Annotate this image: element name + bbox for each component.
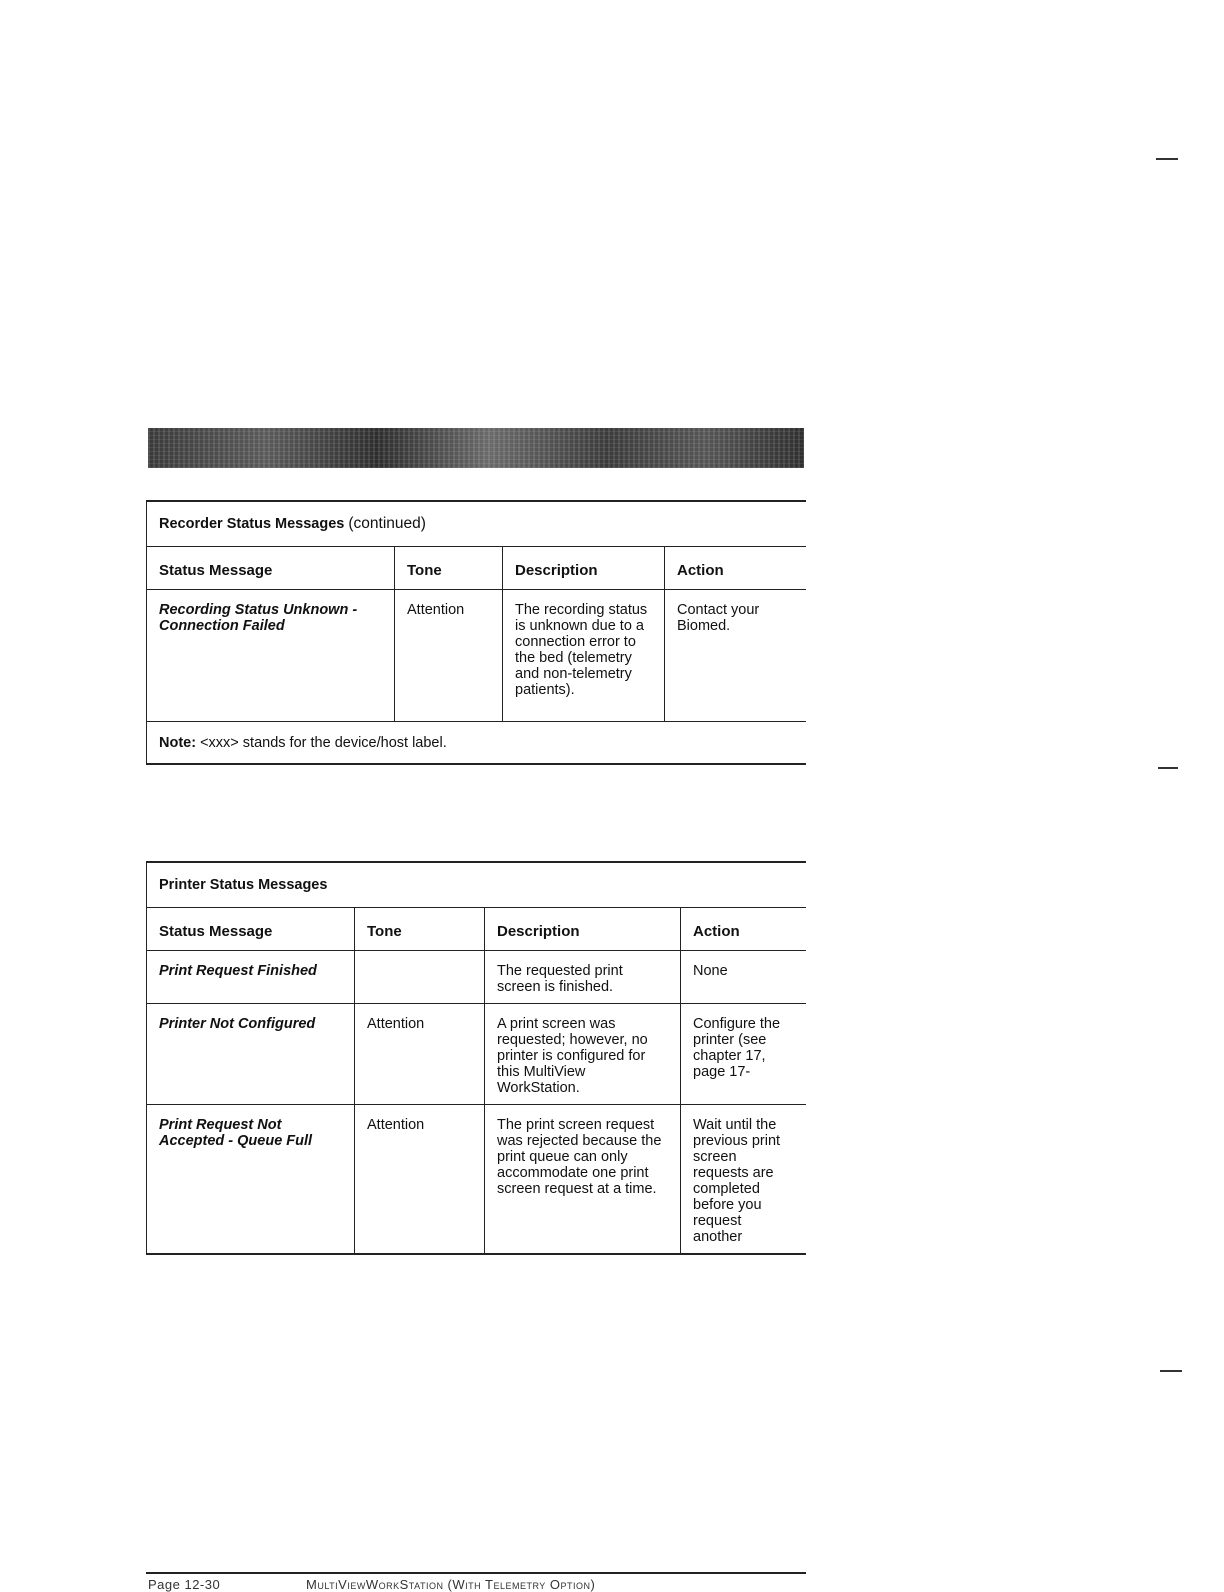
header-description: Description [485, 908, 681, 951]
table-header-row [147, 908, 807, 951]
tone-cell: Attention [355, 1004, 485, 1105]
tone-cell: Attention [395, 590, 503, 722]
status-message-cell: Print Request Not Accepted - Queue Full [147, 1105, 355, 1255]
table-row [147, 590, 807, 722]
table-header-row [147, 547, 807, 590]
description-cell: A print screen was requested; however, no printer is configured for this MultiView WorkStation. [485, 1004, 681, 1105]
table-title: Printer Status Messages [159, 877, 328, 893]
action-cell: Wait until the previous print screen requests are completed before you request another [681, 1105, 807, 1255]
section-header-bar [148, 428, 804, 468]
header-tone: Tone [395, 547, 503, 590]
header-status-message: Status Message [147, 547, 395, 590]
footer-product-title: MultiViewWorkStation (With Telemetry Option) [306, 1577, 596, 1592]
table-row [147, 1004, 807, 1105]
footer-page-number: Page 12-30 [148, 1577, 221, 1592]
status-message-cell: Print Request Finished [147, 951, 355, 1004]
recorder-status-table [146, 500, 806, 765]
description-cell: The requested print screen is finished. [485, 951, 681, 1004]
description-cell: The recording status is unknown due to a connection error to the bed (telemetry and non-telemetry patients). [503, 590, 665, 722]
description-cell: The print screen request was rejected because the print queue can only accommodate one print screen request at a time. [485, 1105, 681, 1255]
action-cell: Configure the printer (see chapter 17, page 17- [681, 1004, 807, 1105]
footer-rule [146, 1572, 806, 1574]
tone-cell [355, 951, 485, 1004]
status-message-cell: Printer Not Configured [147, 1004, 355, 1105]
status-message-cell: Recording Status Unknown - Connection Failed [147, 590, 395, 722]
action-cell: Contact your Biomed. [665, 590, 807, 722]
header-description: Description [503, 547, 665, 590]
margin-mark [1156, 158, 1178, 160]
table-row [147, 951, 807, 1004]
note-label: Note: [159, 735, 197, 751]
table-title: Recorder Status Messages [159, 516, 345, 532]
note-text: <xxx> stands for the device/host label. [200, 735, 447, 751]
note-row [147, 722, 807, 765]
margin-mark [1160, 1370, 1182, 1372]
header-status-message: Status Message [147, 908, 355, 951]
table-caption [147, 862, 807, 908]
table-title-suffix: (continued) [348, 515, 426, 532]
header-tone: Tone [355, 908, 485, 951]
action-cell: None [681, 951, 807, 1004]
margin-mark [1158, 767, 1178, 769]
tone-cell: Attention [355, 1105, 485, 1255]
printer-status-table [146, 861, 806, 1255]
table-caption [147, 501, 807, 547]
note-cell [147, 722, 807, 765]
header-action: Action [681, 908, 807, 951]
header-action: Action [665, 547, 807, 590]
table-row [147, 1105, 807, 1255]
